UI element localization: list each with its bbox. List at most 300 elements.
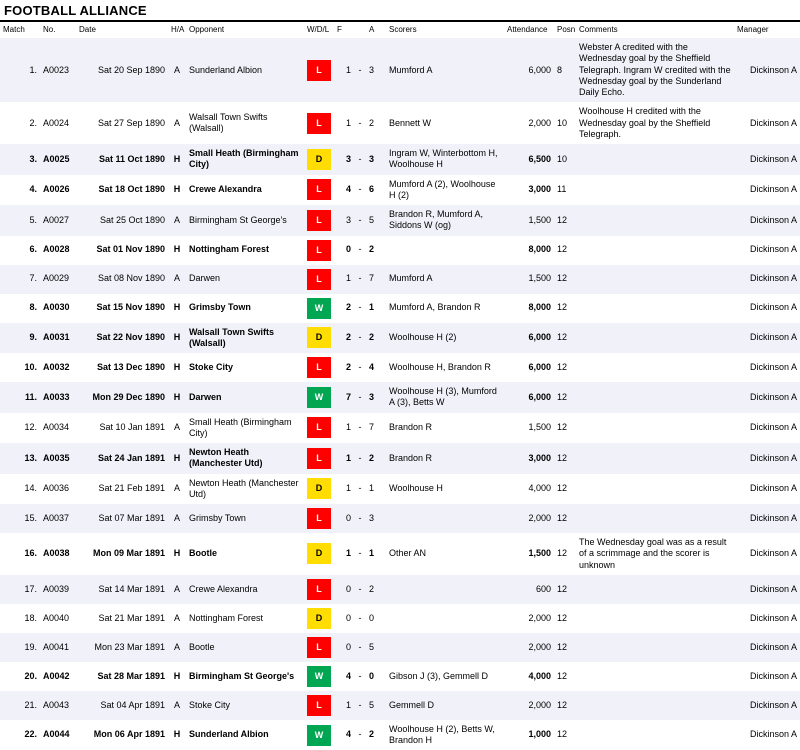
score-separator: - (354, 533, 366, 575)
table-row[interactable] (0, 265, 800, 294)
cell-date: Mon 06 Apr 1891 (76, 720, 168, 750)
cell-no: A0043 (40, 691, 76, 720)
cell-opponent: Nottingham Forest (186, 236, 304, 265)
cell-result (304, 533, 334, 575)
cell-comments: The Wednesday goal was as a result of a scrimmage and the scorer is unknown (576, 533, 734, 575)
cell-ha: H (168, 382, 186, 413)
cell-date: Sat 21 Feb 1891 (76, 474, 168, 505)
cell-scorers: Brandon R (386, 443, 504, 474)
cell-match: 9. (0, 323, 40, 354)
cell-manager: Dickinson A (734, 633, 800, 662)
cell-attendance: 6,000 (504, 353, 554, 382)
cell-posn: 12 (554, 205, 576, 236)
cell-result (304, 38, 334, 102)
cell-attendance: 4,000 (504, 474, 554, 505)
cell-posn: 12 (554, 443, 576, 474)
cell-date: Sat 08 Nov 1890 (76, 265, 168, 294)
cell-ha: A (168, 474, 186, 505)
cell-opponent: Walsall Town Swifts (Walsall) (186, 323, 304, 354)
cell-no: A0035 (40, 443, 76, 474)
cell-scorers: Bennett W (386, 102, 504, 144)
cell-ha: H (168, 720, 186, 750)
cell-ha: A (168, 633, 186, 662)
cell-result (304, 236, 334, 265)
cell-comments (576, 604, 734, 633)
cell-result (304, 575, 334, 604)
cell-opponent: Darwen (186, 265, 304, 294)
table-row[interactable] (0, 633, 800, 662)
cell-posn: 12 (554, 633, 576, 662)
table-body (0, 38, 800, 750)
cell-f: 2 (334, 294, 354, 323)
cell-result (304, 691, 334, 720)
cell-attendance: 6,000 (504, 38, 554, 102)
cell-no: A0030 (40, 294, 76, 323)
cell-a: 4 (366, 353, 386, 382)
cell-ha: H (168, 443, 186, 474)
cell-match: 20. (0, 662, 40, 691)
column-header-result: W/D/L (307, 25, 330, 34)
cell-comments (576, 175, 734, 206)
cell-attendance: 8,000 (504, 294, 554, 323)
cell-comments (576, 474, 734, 505)
table-row[interactable] (0, 504, 800, 533)
cell-a: 0 (366, 662, 386, 691)
cell-ha: A (168, 38, 186, 102)
cell-date: Sat 10 Jan 1891 (76, 413, 168, 444)
cell-scorers: Gibson J (3), Gemmell D (386, 662, 504, 691)
result-badge: D (307, 478, 331, 499)
cell-match: 11. (0, 382, 40, 413)
cell-comments: Webster A credited with the Wednesday goal by the Sheffield Telegraph. Ingram W credited with the Wednesday goal by the Sunderland Daily Echo. (576, 38, 734, 102)
result-badge: W (307, 298, 331, 319)
cell-match: 3. (0, 144, 40, 175)
cell-date: Mon 09 Mar 1891 (76, 533, 168, 575)
cell-opponent: Birmingham St George's (186, 662, 304, 691)
cell-scorers: Woolhouse H (3), Mumford A (3), Betts W (386, 382, 504, 413)
cell-scorers: Brandon R (386, 413, 504, 444)
cell-posn: 12 (554, 353, 576, 382)
table-row[interactable] (0, 413, 800, 444)
cell-f: 0 (334, 633, 354, 662)
cell-comments (576, 323, 734, 354)
cell-comments (576, 504, 734, 533)
table-row[interactable] (0, 575, 800, 604)
cell-no: A0042 (40, 662, 76, 691)
score-separator: - (354, 443, 366, 474)
cell-match: 10. (0, 353, 40, 382)
cell-result (304, 633, 334, 662)
cell-no: A0040 (40, 604, 76, 633)
score-separator: - (354, 691, 366, 720)
cell-posn: 12 (554, 604, 576, 633)
result-badge: L (307, 508, 331, 529)
score-separator: - (354, 102, 366, 144)
column-header-posn: Posn (557, 25, 576, 34)
table-row[interactable] (0, 533, 800, 575)
cell-posn: 11 (554, 175, 576, 206)
cell-attendance: 1,500 (504, 533, 554, 575)
table-row[interactable] (0, 474, 800, 505)
cell-scorers (386, 604, 504, 633)
cell-ha: H (168, 144, 186, 175)
cell-a: 2 (366, 720, 386, 750)
table-row[interactable] (0, 691, 800, 720)
score-separator: - (354, 175, 366, 206)
cell-no: A0027 (40, 205, 76, 236)
cell-posn: 12 (554, 720, 576, 750)
cell-ha: H (168, 353, 186, 382)
result-badge: L (307, 448, 331, 469)
score-separator: - (354, 144, 366, 175)
cell-no: A0029 (40, 265, 76, 294)
cell-match: 13. (0, 443, 40, 474)
cell-a: 3 (366, 504, 386, 533)
cell-result (304, 294, 334, 323)
cell-f: 2 (334, 323, 354, 354)
cell-result (304, 265, 334, 294)
cell-comments (576, 662, 734, 691)
column-header-attendance: Attendance (507, 25, 548, 34)
table-row[interactable] (0, 720, 800, 750)
cell-ha: H (168, 294, 186, 323)
cell-comments (576, 205, 734, 236)
cell-a: 3 (366, 38, 386, 102)
cell-date: Sat 25 Oct 1890 (76, 205, 168, 236)
column-header-a: A (369, 25, 375, 34)
result-badge: L (307, 179, 331, 200)
cell-ha: H (168, 236, 186, 265)
cell-manager: Dickinson A (734, 323, 800, 354)
cell-opponent: Walsall Town Swifts (Walsall) (186, 102, 304, 144)
cell-match: 12. (0, 413, 40, 444)
score-separator: - (354, 633, 366, 662)
cell-scorers: Woolhouse H, Brandon R (386, 353, 504, 382)
cell-a: 3 (366, 382, 386, 413)
cell-match: 7. (0, 265, 40, 294)
cell-result (304, 413, 334, 444)
cell-attendance: 1,500 (504, 413, 554, 444)
cell-manager: Dickinson A (734, 265, 800, 294)
column-header-comments: Comments (579, 25, 618, 34)
cell-scorers: Mumford A (386, 265, 504, 294)
page-title: FOOTBALL ALLIANCE (4, 3, 147, 18)
cell-no: A0026 (40, 175, 76, 206)
cell-comments (576, 353, 734, 382)
cell-f: 7 (334, 382, 354, 413)
cell-scorers: Gemmell D (386, 691, 504, 720)
cell-manager: Dickinson A (734, 474, 800, 505)
cell-date: Sat 04 Apr 1891 (76, 691, 168, 720)
cell-opponent: Newton Heath (Manchester Utd) (186, 443, 304, 474)
cell-no: A0033 (40, 382, 76, 413)
cell-a: 2 (366, 236, 386, 265)
cell-result (304, 382, 334, 413)
result-badge: D (307, 327, 331, 348)
cell-attendance: 1,500 (504, 205, 554, 236)
cell-manager: Dickinson A (734, 533, 800, 575)
cell-ha: H (168, 662, 186, 691)
cell-opponent: Crewe Alexandra (186, 575, 304, 604)
cell-date: Sat 20 Sep 1890 (76, 38, 168, 102)
cell-match: 4. (0, 175, 40, 206)
table-row[interactable] (0, 353, 800, 382)
cell-result (304, 102, 334, 144)
cell-opponent: Newton Heath (Manchester Utd) (186, 474, 304, 505)
table-row[interactable] (0, 205, 800, 236)
cell-no: A0038 (40, 533, 76, 575)
result-badge: D (307, 608, 331, 629)
cell-scorers: Brandon R, Mumford A, Siddons W (og) (386, 205, 504, 236)
cell-f: 1 (334, 102, 354, 144)
table-row[interactable] (0, 102, 800, 144)
column-header-manager: Manager (737, 25, 769, 34)
cell-ha: A (168, 691, 186, 720)
cell-manager: Dickinson A (734, 662, 800, 691)
table-row[interactable] (0, 662, 800, 691)
cell-f: 1 (334, 443, 354, 474)
table-row[interactable] (0, 175, 800, 206)
cell-f: 1 (334, 474, 354, 505)
score-separator: - (354, 205, 366, 236)
cell-result (304, 604, 334, 633)
table-row[interactable] (0, 443, 800, 474)
cell-a: 7 (366, 413, 386, 444)
cell-match: 16. (0, 533, 40, 575)
cell-ha: A (168, 575, 186, 604)
cell-opponent: Birmingham St George's (186, 205, 304, 236)
cell-comments (576, 294, 734, 323)
cell-date: Sat 18 Oct 1890 (76, 175, 168, 206)
cell-attendance: 3,000 (504, 443, 554, 474)
score-separator: - (354, 720, 366, 750)
cell-attendance: 6,000 (504, 323, 554, 354)
cell-posn: 8 (554, 38, 576, 102)
cell-attendance: 6,000 (504, 382, 554, 413)
cell-f: 1 (334, 533, 354, 575)
cell-manager: Dickinson A (734, 175, 800, 206)
result-badge: L (307, 240, 331, 261)
cell-posn: 12 (554, 691, 576, 720)
cell-scorers (386, 575, 504, 604)
cell-manager: Dickinson A (734, 294, 800, 323)
fixtures-table (0, 22, 800, 750)
result-badge: L (307, 113, 331, 134)
cell-comments (576, 413, 734, 444)
cell-result (304, 443, 334, 474)
cell-posn: 12 (554, 236, 576, 265)
cell-scorers: Woolhouse H (2) (386, 323, 504, 354)
cell-comments (576, 633, 734, 662)
cell-attendance: 8,000 (504, 236, 554, 265)
cell-date: Sat 24 Jan 1891 (76, 443, 168, 474)
cell-no: A0032 (40, 353, 76, 382)
cell-attendance: 1,000 (504, 720, 554, 750)
cell-match: 17. (0, 575, 40, 604)
table-row[interactable] (0, 382, 800, 413)
cell-f: 4 (334, 720, 354, 750)
cell-ha: H (168, 533, 186, 575)
result-badge: L (307, 60, 331, 81)
cell-no: A0025 (40, 144, 76, 175)
column-header-date: Date (79, 25, 96, 34)
cell-no: A0031 (40, 323, 76, 354)
cell-opponent: Sunderland Albion (186, 720, 304, 750)
cell-f: 3 (334, 144, 354, 175)
cell-posn: 12 (554, 294, 576, 323)
cell-no: A0034 (40, 413, 76, 444)
table-row[interactable] (0, 38, 800, 102)
cell-scorers: Ingram W, Winterbottom H, Woolhouse H (386, 144, 504, 175)
cell-a: 1 (366, 533, 386, 575)
cell-posn: 12 (554, 323, 576, 354)
cell-f: 4 (334, 662, 354, 691)
score-separator: - (354, 38, 366, 102)
cell-scorers: Woolhouse H (2), Betts W, Brandon H (386, 720, 504, 750)
cell-manager: Dickinson A (734, 205, 800, 236)
cell-posn: 12 (554, 382, 576, 413)
cell-scorers: Woolhouse H (386, 474, 504, 505)
column-header-f: F (337, 25, 342, 34)
cell-date: Sat 15 Nov 1890 (76, 294, 168, 323)
cell-match: 2. (0, 102, 40, 144)
cell-posn: 10 (554, 144, 576, 175)
cell-result (304, 720, 334, 750)
cell-a: 2 (366, 575, 386, 604)
cell-opponent: Small Heath (Birmingham City) (186, 144, 304, 175)
cell-match: 5. (0, 205, 40, 236)
cell-posn: 12 (554, 533, 576, 575)
cell-opponent: Small Heath (Birmingham City) (186, 413, 304, 444)
cell-opponent: Sunderland Albion (186, 38, 304, 102)
result-badge: L (307, 579, 331, 600)
cell-date: Sat 14 Mar 1891 (76, 575, 168, 604)
column-header-scorers: Scorers (389, 25, 417, 34)
cell-date: Mon 29 Dec 1890 (76, 382, 168, 413)
column-header-opponent: Opponent (189, 25, 225, 34)
cell-attendance: 3,000 (504, 175, 554, 206)
cell-a: 2 (366, 102, 386, 144)
cell-manager: Dickinson A (734, 236, 800, 265)
cell-manager: Dickinson A (734, 353, 800, 382)
table-row[interactable] (0, 144, 800, 175)
score-separator: - (354, 662, 366, 691)
cell-result (304, 474, 334, 505)
cell-attendance: 6,500 (504, 144, 554, 175)
cell-f: 0 (334, 604, 354, 633)
cell-scorers (386, 236, 504, 265)
cell-opponent: Stoke City (186, 691, 304, 720)
cell-match: 18. (0, 604, 40, 633)
cell-date: Sat 22 Nov 1890 (76, 323, 168, 354)
cell-opponent: Crewe Alexandra (186, 175, 304, 206)
cell-date: Mon 23 Mar 1891 (76, 633, 168, 662)
cell-date: Sat 28 Mar 1891 (76, 662, 168, 691)
cell-opponent: Bootle (186, 533, 304, 575)
cell-scorers: Mumford A (386, 38, 504, 102)
cell-posn: 12 (554, 575, 576, 604)
score-separator: - (354, 504, 366, 533)
table-row[interactable] (0, 604, 800, 633)
cell-date: Sat 11 Oct 1890 (76, 144, 168, 175)
cell-opponent: Darwen (186, 382, 304, 413)
score-separator: - (354, 575, 366, 604)
cell-manager: Dickinson A (734, 102, 800, 144)
cell-manager: Dickinson A (734, 38, 800, 102)
cell-match: 14. (0, 474, 40, 505)
result-badge: D (307, 543, 331, 564)
cell-a: 0 (366, 604, 386, 633)
cell-opponent: Grimsby Town (186, 504, 304, 533)
result-badge: D (307, 149, 331, 170)
cell-attendance: 2,000 (504, 633, 554, 662)
result-badge: L (307, 357, 331, 378)
cell-comments (576, 382, 734, 413)
score-separator: - (354, 323, 366, 354)
score-separator: - (354, 294, 366, 323)
cell-match: 22. (0, 720, 40, 750)
cell-opponent: Bootle (186, 633, 304, 662)
cell-opponent: Nottingham Forest (186, 604, 304, 633)
cell-no: A0036 (40, 474, 76, 505)
cell-a: 7 (366, 265, 386, 294)
cell-ha: A (168, 504, 186, 533)
column-header-ha: H/A (171, 25, 185, 34)
cell-no: A0044 (40, 720, 76, 750)
score-separator: - (354, 604, 366, 633)
cell-scorers (386, 504, 504, 533)
cell-attendance: 2,000 (504, 604, 554, 633)
cell-a: 5 (366, 691, 386, 720)
cell-no: A0039 (40, 575, 76, 604)
cell-date: Sat 21 Mar 1891 (76, 604, 168, 633)
cell-f: 0 (334, 575, 354, 604)
cell-ha: A (168, 102, 186, 144)
cell-match: 19. (0, 633, 40, 662)
cell-a: 2 (366, 323, 386, 354)
score-separator: - (354, 236, 366, 265)
table-row[interactable] (0, 236, 800, 265)
cell-result (304, 175, 334, 206)
cell-ha: A (168, 413, 186, 444)
cell-f: 4 (334, 175, 354, 206)
cell-attendance: 1,500 (504, 265, 554, 294)
cell-f: 0 (334, 504, 354, 533)
cell-ha: H (168, 175, 186, 206)
cell-date: Sat 13 Dec 1890 (76, 353, 168, 382)
cell-attendance: 2,000 (504, 691, 554, 720)
result-badge: L (307, 695, 331, 716)
cell-posn: 12 (554, 474, 576, 505)
cell-comments (576, 443, 734, 474)
cell-manager: Dickinson A (734, 720, 800, 750)
cell-match: 1. (0, 38, 40, 102)
header-row (0, 22, 800, 38)
result-badge: L (307, 210, 331, 231)
table-row[interactable] (0, 294, 800, 323)
cell-a: 5 (366, 633, 386, 662)
cell-result (304, 662, 334, 691)
cell-f: 3 (334, 205, 354, 236)
cell-attendance: 600 (504, 575, 554, 604)
cell-comments (576, 265, 734, 294)
cell-result (304, 323, 334, 354)
table-row[interactable] (0, 323, 800, 354)
cell-attendance: 2,000 (504, 102, 554, 144)
cell-ha: A (168, 265, 186, 294)
cell-manager: Dickinson A (734, 413, 800, 444)
result-badge: W (307, 666, 331, 687)
